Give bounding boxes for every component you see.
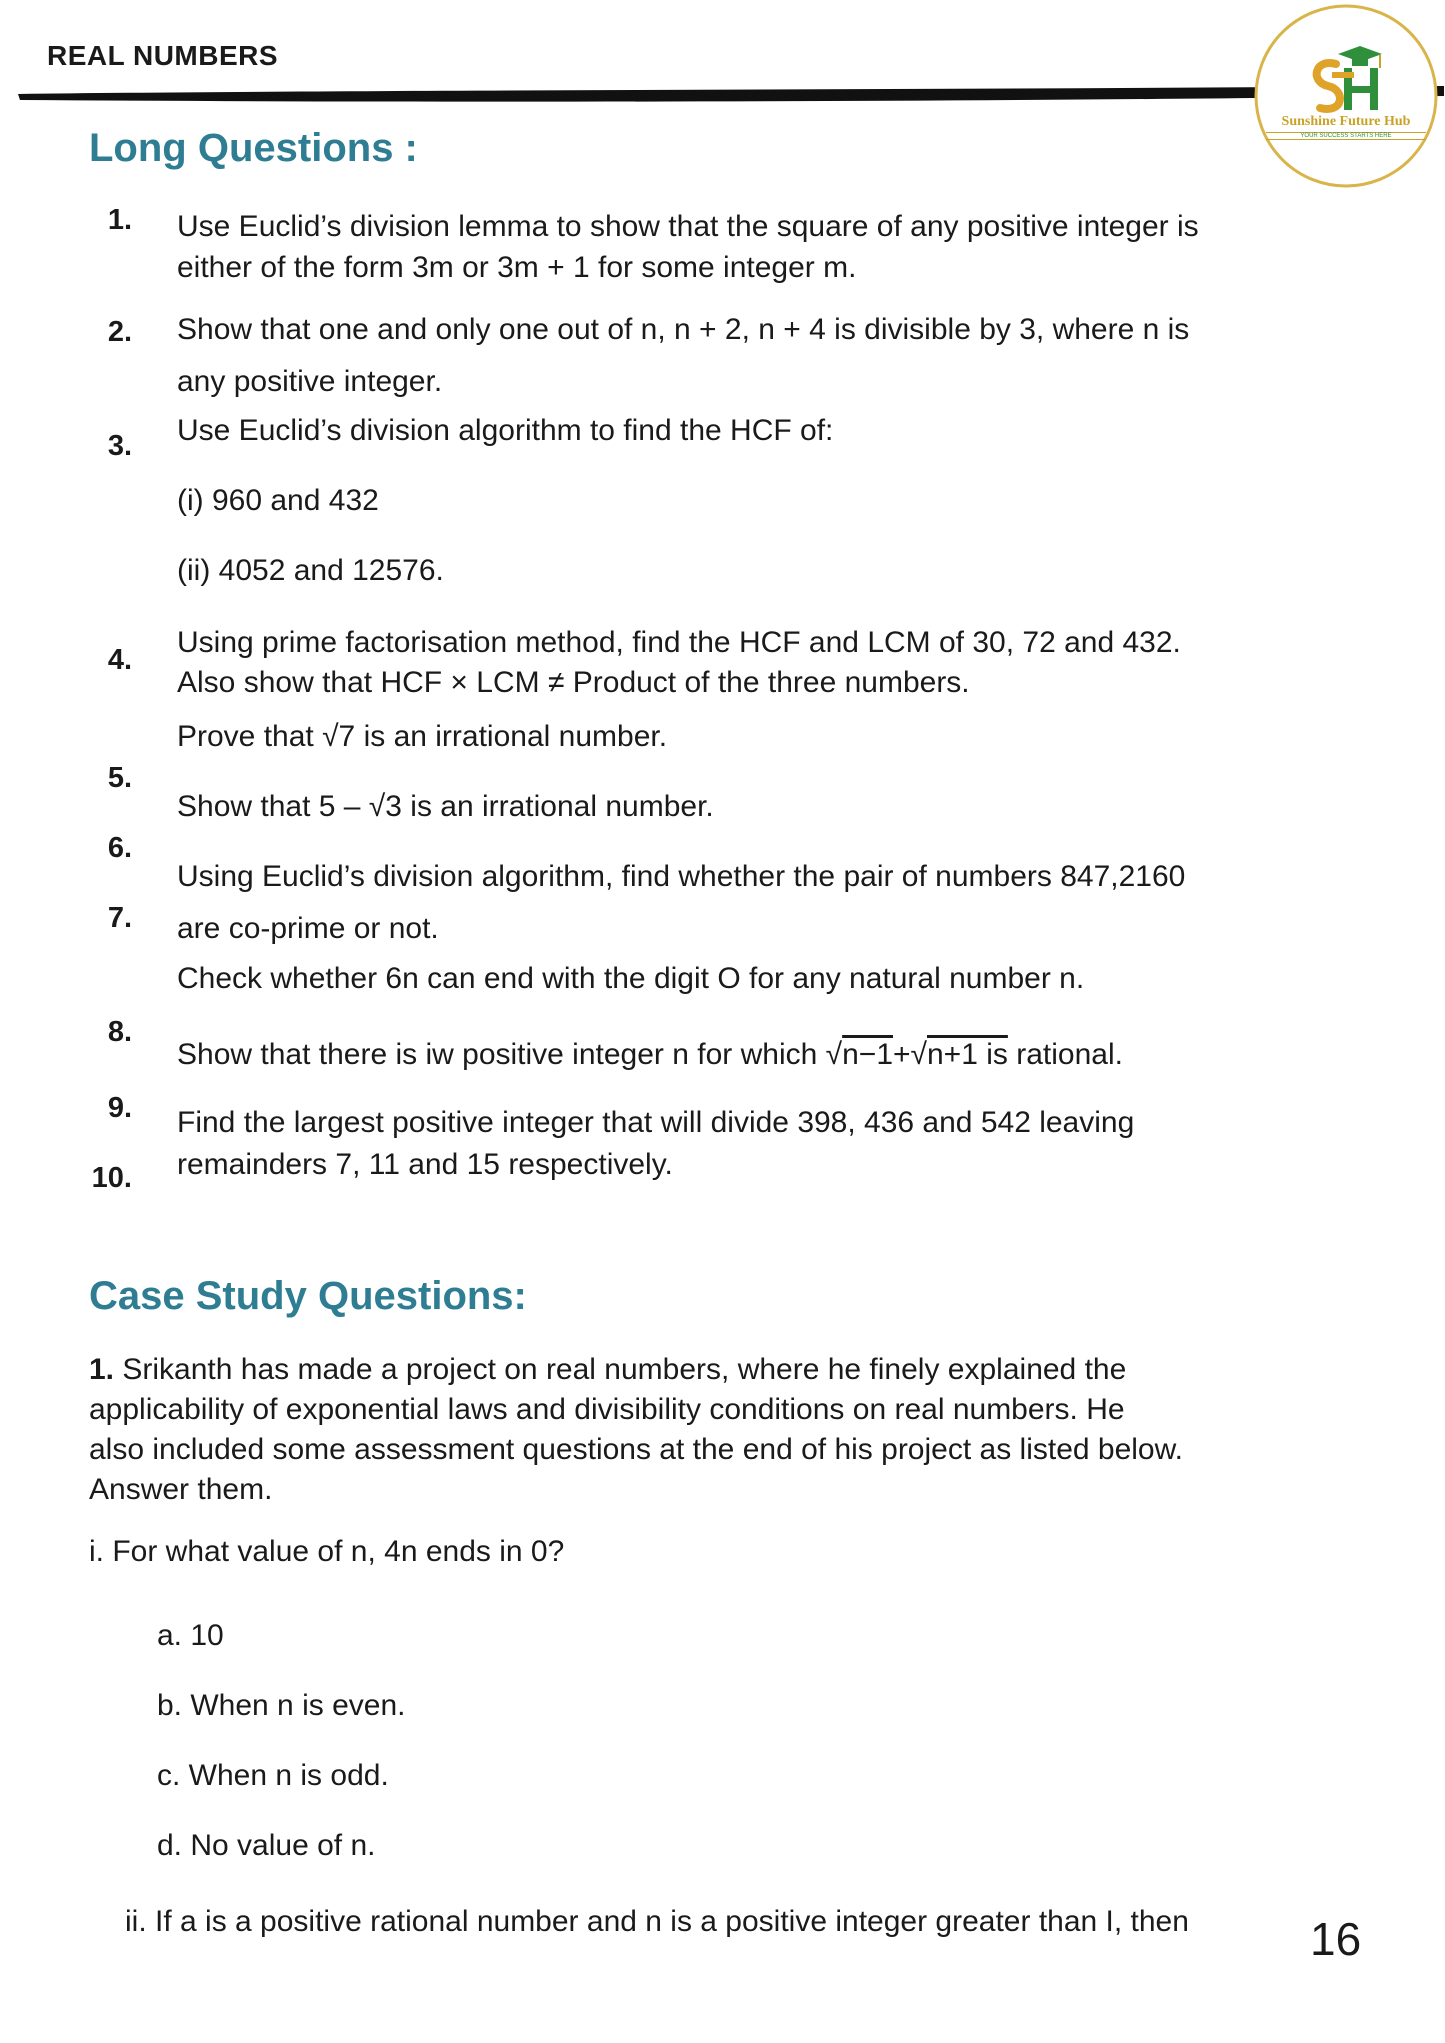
question-number: 4.: [107, 644, 132, 676]
sub-question-ii: ii. If a is a positive rational number and n is a positive integer greater than I, then: [125, 1905, 1189, 1938]
option-d: d. No value of n.: [157, 1829, 376, 1862]
question-text: (ii) 4052 and 12576.: [177, 554, 444, 587]
question-text: Also show that HCF × LCM ≠ Product of the three numbers.: [177, 666, 970, 699]
question-text: either of the form 3m or 3m + 1 for some integer m.: [177, 251, 857, 284]
question-text: Check whether 6n can end with the digit O for any natural number n.: [177, 962, 1085, 995]
passage-line: applicability of exponential laws and divisibility conditions on real numbers. He: [89, 1393, 1125, 1426]
radicand: n−1: [842, 1038, 894, 1071]
question-text: any positive integer.: [177, 365, 443, 398]
question-text: are co-prime or not.: [177, 912, 439, 945]
case-question-number: 1.: [89, 1353, 115, 1386]
case-study-heading: Case Study Questions:: [89, 1274, 527, 1318]
question-number: 5.: [107, 762, 132, 794]
passage-line: 1. Srikanth has made a project on real numbers, where he finely explained the: [89, 1353, 1127, 1386]
radicand: n+1 is: [927, 1038, 1008, 1071]
question-text: Using prime factorisation method, find the HCF and LCM of 30, 72 and 432.: [177, 626, 1181, 659]
question-text: remainders 7, 11 and 15 respectively.: [177, 1148, 673, 1181]
sunshine-future-hub-logo: [1252, 2, 1440, 190]
question-number: 8.: [107, 1016, 132, 1048]
question-number: 1.: [107, 204, 132, 236]
logo-name: Sunshine Future Hub: [1281, 114, 1411, 129]
question-number: 3.: [107, 430, 132, 462]
header-brush-divider: [14, 86, 1444, 116]
option-a: a. 10: [157, 1619, 224, 1652]
question-text: Using Euclid’s division algorithm, find whether the pair of numbers 847,2160: [177, 860, 1186, 893]
question-number: 10.: [91, 1162, 132, 1194]
option-b: b. When n is even.: [157, 1689, 406, 1722]
sub-question-i: i. For what value of n, 4n ends in 0?: [89, 1535, 565, 1568]
question-number: 6.: [107, 832, 132, 864]
question-text: Prove that √7 is an irrational number.: [177, 720, 668, 753]
question-text: (i) 960 and 432: [177, 484, 379, 517]
passage-line: Answer them.: [89, 1473, 273, 1506]
question-text: Find the largest positive integer that will divide 398, 436 and 542 leaving: [177, 1106, 1135, 1139]
question-text: Use Euclid’s division lemma to show that the square of any positive integer is: [177, 210, 1199, 243]
passage-line: also included some assessment questions at the end of his project as listed below.: [89, 1433, 1183, 1466]
question-text: Show that one and only one out of n, n + 2, n + 4 is divisible by 3, where n is: [177, 313, 1190, 346]
question-text: Show that 5 – √3 is an irrational number.: [177, 790, 714, 823]
question-number: 2.: [107, 316, 132, 348]
logo-tagline: YOUR SUCCESS STARTS HERE: [1266, 132, 1426, 140]
question-number: 7.: [107, 902, 132, 934]
question-8-text: Show that there is iw positive integer n for which √n−1+√n+1 is rational.: [177, 1038, 1123, 1071]
long-questions-heading: Long Questions :: [89, 126, 418, 170]
case-study-passage: [89, 1350, 1289, 1510]
question-text: Use Euclid’s division algorithm to find the HCF of:: [177, 414, 834, 447]
question-number: 9.: [107, 1092, 132, 1124]
document-title: REAL NUMBERS: [47, 40, 279, 71]
option-c: c. When n is odd.: [157, 1759, 389, 1792]
page-number: 16: [1310, 1913, 1362, 1965]
